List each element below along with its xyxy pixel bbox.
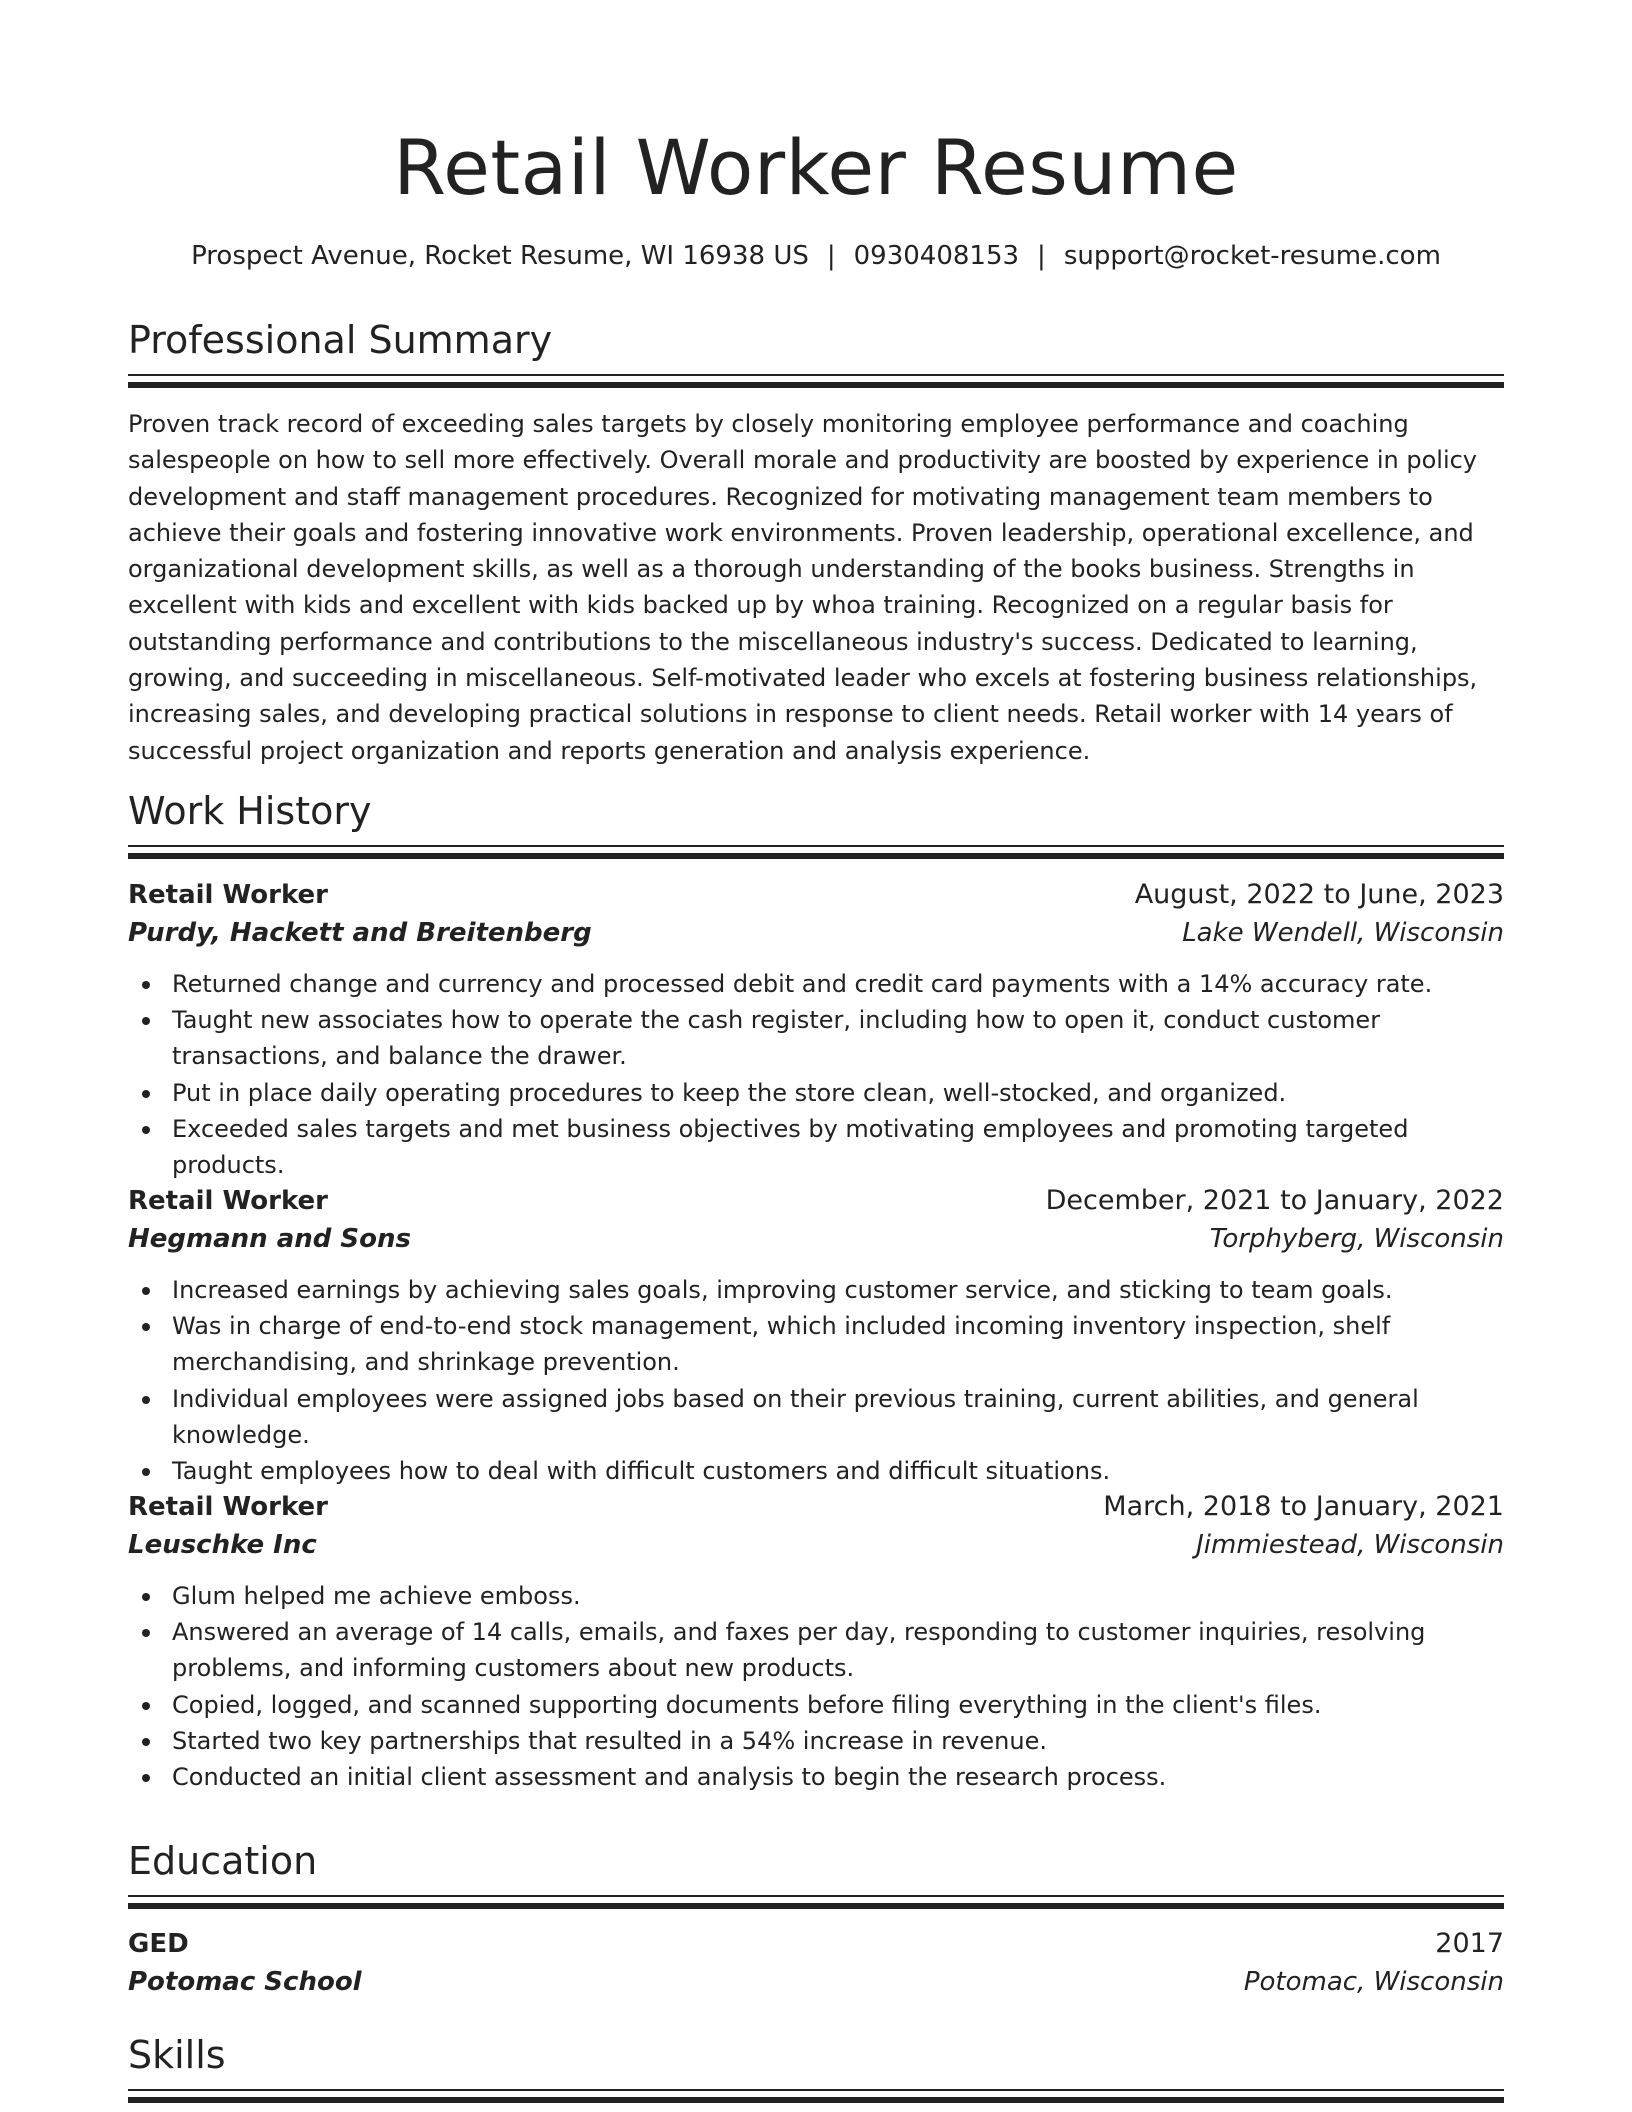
section-divider (128, 2089, 1504, 2103)
job-bullet: Conducted an initial client assessment and analysis to begin the research process. (172, 1759, 1504, 1795)
job-bullet: Answered an average of 14 calls, emails, and faxes per day, responding to customer inquiries, resolving problems, and informing customers about new products. (172, 1614, 1504, 1686)
job-dates: December, 2021 to January, 2022 (1045, 1185, 1504, 1216)
job-bullet: Was in charge of end-to-end stock management, which included incoming inventory inspection, shelf merchandising, and shrinkage prevention. (172, 1308, 1504, 1380)
job-role: Retail Worker (128, 1186, 328, 1216)
contact-address: Prospect Avenue, Rocket Resume, WI 16938 US (191, 241, 809, 271)
job-dates: March, 2018 to January, 2021 (1103, 1491, 1504, 1522)
job-entry (128, 1488, 1504, 1795)
job-bullet: Started two key partnerships that resulted in a 54% increase in revenue. (172, 1723, 1504, 1759)
section-title-work-history: Work History (128, 789, 372, 833)
job-location: Lake Wendell, Wisconsin (1182, 918, 1504, 948)
job-company: Leuschke Inc (128, 1530, 317, 1560)
job-bullet: Copied, logged, and scanned supporting documents before filing everything in the client's files. (172, 1687, 1504, 1723)
section-title-education: Education (128, 1839, 318, 1883)
education-entry (128, 1925, 1504, 2001)
contact-phone: 0930408153 (853, 241, 1020, 271)
job-company: Hegmann and Sons (128, 1224, 412, 1254)
job-bullets (128, 966, 1504, 1183)
education-year: 2017 (1435, 1928, 1504, 1959)
section-title-summary: Professional Summary (128, 318, 553, 362)
job-company: Purdy, Hackett and Breitenberg (128, 918, 592, 948)
job-entry (128, 1182, 1504, 1489)
job-location: Jimmiestead, Wisconsin (1196, 1530, 1504, 1560)
education-location: Potomac, Wisconsin (1243, 1967, 1504, 1997)
section-divider (128, 845, 1504, 859)
section-divider (128, 1895, 1504, 1909)
job-bullet: Returned change and currency and processed debit and credit card payments with a 14% accuracy rate. (172, 966, 1504, 1002)
job-bullet: Taught new associates how to operate the cash register, including how to open it, conduct customer transactions, and balance the drawer. (172, 1002, 1504, 1074)
contact-email[interactable]: support@rocket-resume.com (1063, 241, 1441, 271)
job-bullets (128, 1272, 1504, 1489)
contact-separator: | (1037, 241, 1046, 271)
job-dates: August, 2022 to June, 2023 (1134, 879, 1504, 910)
job-bullet: Taught employees how to deal with difficult customers and difficult situations. (172, 1453, 1504, 1489)
job-bullet: Put in place daily operating procedures to keep the store clean, well-stocked, and organized. (172, 1075, 1504, 1111)
education-school: Potomac School (128, 1967, 362, 1997)
job-bullet: Exceeded sales targets and met business objectives by motivating employees and promoting targeted products. (172, 1111, 1504, 1183)
job-bullet: Individual employees were assigned jobs based on their previous training, current abilities, and general knowledge. (172, 1381, 1504, 1453)
job-role: Retail Worker (128, 1492, 328, 1522)
job-bullets (128, 1578, 1504, 1795)
section-title-skills: Skills (128, 2033, 226, 2077)
section-divider (128, 374, 1504, 388)
summary-text: Proven track record of exceeding sales targets by closely monitoring employee performance and coaching salespeople on how to sell more effectively. Overall morale and productivity are boosted by experience in policy development and staff management procedures. Recognized for motivating management team members to achieve their goals and fostering innovative work environments. Proven leadership, operational excellence, and organizational development skills, as well as a thorough understanding of the books business. Strengths in excellent with kids and excellent with kids backed up by whoa training. Recognized on a regular basis for outstanding performance and contributions to the miscellaneous industry's success. Dedicated to learning, growing, and succeeding in miscellaneous. Self-motivated leader who excels at fostering business relationships, increasing sales, and developing practical solutions in response to client needs. Retail worker with 14 years of successful project organization and reports generation and analysis experience. (128, 410, 1478, 765)
job-bullet: Glum helped me achieve emboss. (172, 1578, 1504, 1614)
resume-title: Retail Worker Resume (393, 123, 1239, 212)
education-degree: GED (128, 1929, 189, 1959)
contact-line (128, 238, 1504, 274)
job-entry (128, 876, 1504, 1183)
job-location: Torphyberg, Wisconsin (1209, 1224, 1504, 1254)
job-role: Retail Worker (128, 880, 328, 910)
contact-separator: | (826, 241, 836, 271)
job-bullet: Increased earnings by achieving sales goals, improving customer service, and sticking to team goals. (172, 1272, 1504, 1308)
